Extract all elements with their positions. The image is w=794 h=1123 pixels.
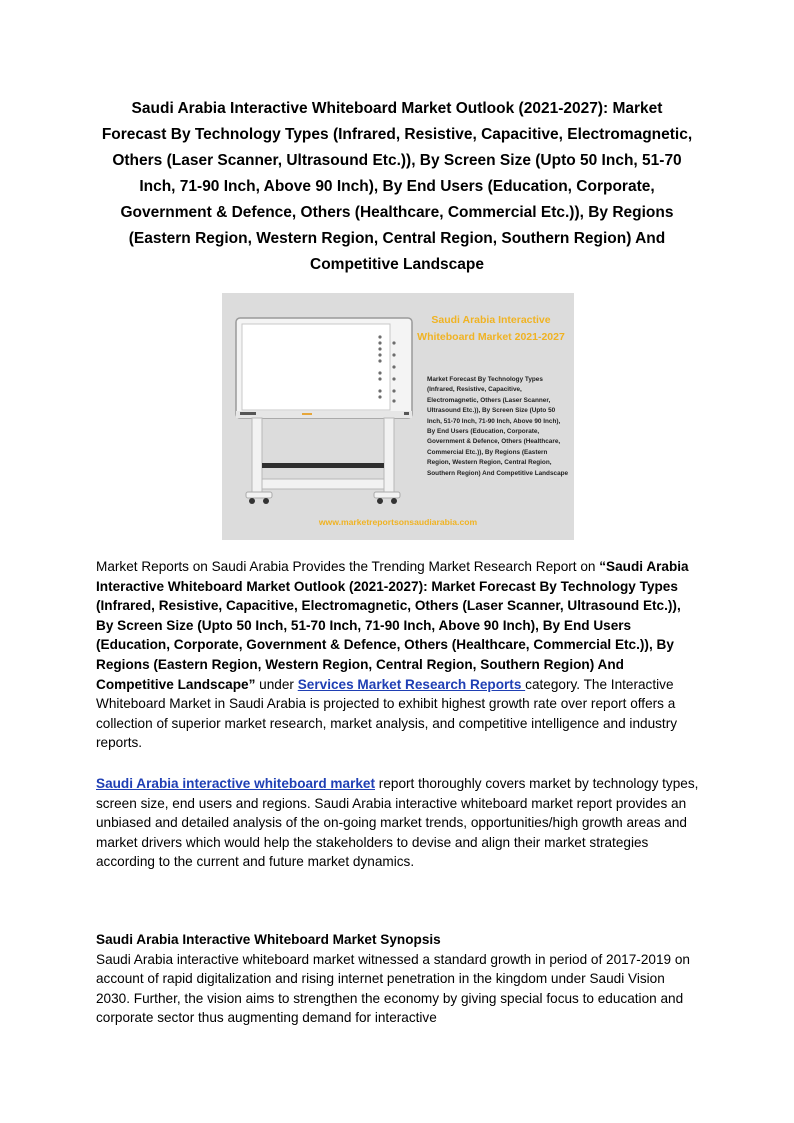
market-report-link[interactable]: Saudi Arabia interactive whiteboard market [96, 776, 376, 791]
overview-text: report thoroughly covers market by technology types, screen size, end users and regions. Saudi Arabia interactive whiteboard market report provides an unbiased and detailed analysis of the on-going market trends, opportunities/high growth areas and market drivers which would help the stakeholders to devise and align their market strategies according to the current and future market dynamics. [96, 776, 699, 870]
banner-heading: Saudi Arabia Interactive Whiteboard Market 2021-2027 [417, 314, 565, 343]
close-quote: ” [248, 676, 256, 692]
report-name: Saudi Arabia Interactive Whiteboard Market Outlook (2021-2027): Market Forecast By Technology Types (Infrared, Resistive, Capacitive, Electromagnetic, Others (Laser Scanner, Ultrasound Etc.)), By Screen Size (Upto 50 Inch, 51-70 Inch, 71-90 Inch, Above 90 Inch), By End Users (Education, Corporate, Government & Defence, Others (Healthcare, Commercial Etc.)), By Regions (Eastern Region, Western Region, Central Region, Southern Region) And Competitive Landscape [96, 559, 689, 692]
banner-url: www.marketreportsonsaudiarabia.com [318, 517, 478, 527]
under-text: under [255, 676, 298, 692]
synopsis-section [96, 930, 700, 1028]
intro-text: Market Reports on Saudi Arabia Provides the Trending Market Research Report on [96, 559, 600, 574]
intro-paragraph [96, 557, 700, 753]
overview-paragraph [96, 774, 700, 872]
services-category-link[interactable]: Services Market Research Reports [297, 676, 526, 692]
synopsis-heading: Saudi Arabia Interactive Whiteboard Market Synopsis [96, 932, 441, 947]
banner-description: Market Forecast By Technology Types (Infrared, Resistive, Capacitive, Electromagnetic, Others (Laser Scanner, Ultrasound Etc.)), By Screen Size (Upto 50 Inch, 51-70 Inch, 71-90 Inch, Above 90 Inch), By End Users (Education, Corporate, Government & Defence, Others (Healthcare, Commercial Etc.)), By Regions (Eastern Region, Western Region, Central Region, Southern Region) And Competitive Landscape [427, 376, 569, 477]
report-title: Saudi Arabia Interactive Whiteboard Market Outlook (2021-2027): Market Forecast By Technology Types (Infrared, Resistive, Capacitive, Electromagnetic, Others (Laser Scanner, Ultrasound Etc.)), By Screen Size (Upto 50 Inch, 51-70 Inch, 71-90 Inch, Above 90 Inch), By End Users (Education, Corporate, Government & Defence, Others (Healthcare, Commercial Etc.)), By Regions (Eastern Region, Western Region, Central Region, Southern Region) And Competitive Landscape [101, 100, 693, 273]
synopsis-text: Saudi Arabia interactive whiteboard market witnessed a standard growth in period of 2017-2019 on account of rapid digitalization and rising internet penetration in the kingdom under Saudi Vision 2030. Further, the vision aims to strengthen the economy by giving special focus to education and corporate sector thus augmenting demand for interactive [96, 951, 690, 1026]
open-quote: “ [599, 559, 607, 574]
intro-closing-text: category. The Interactive Whiteboard Market in Saudi Arabia is projected to exhibit highest growth rate over report offers a collection of superior market research, market analysis, and competitive intelligence and industry reports. [96, 676, 678, 751]
